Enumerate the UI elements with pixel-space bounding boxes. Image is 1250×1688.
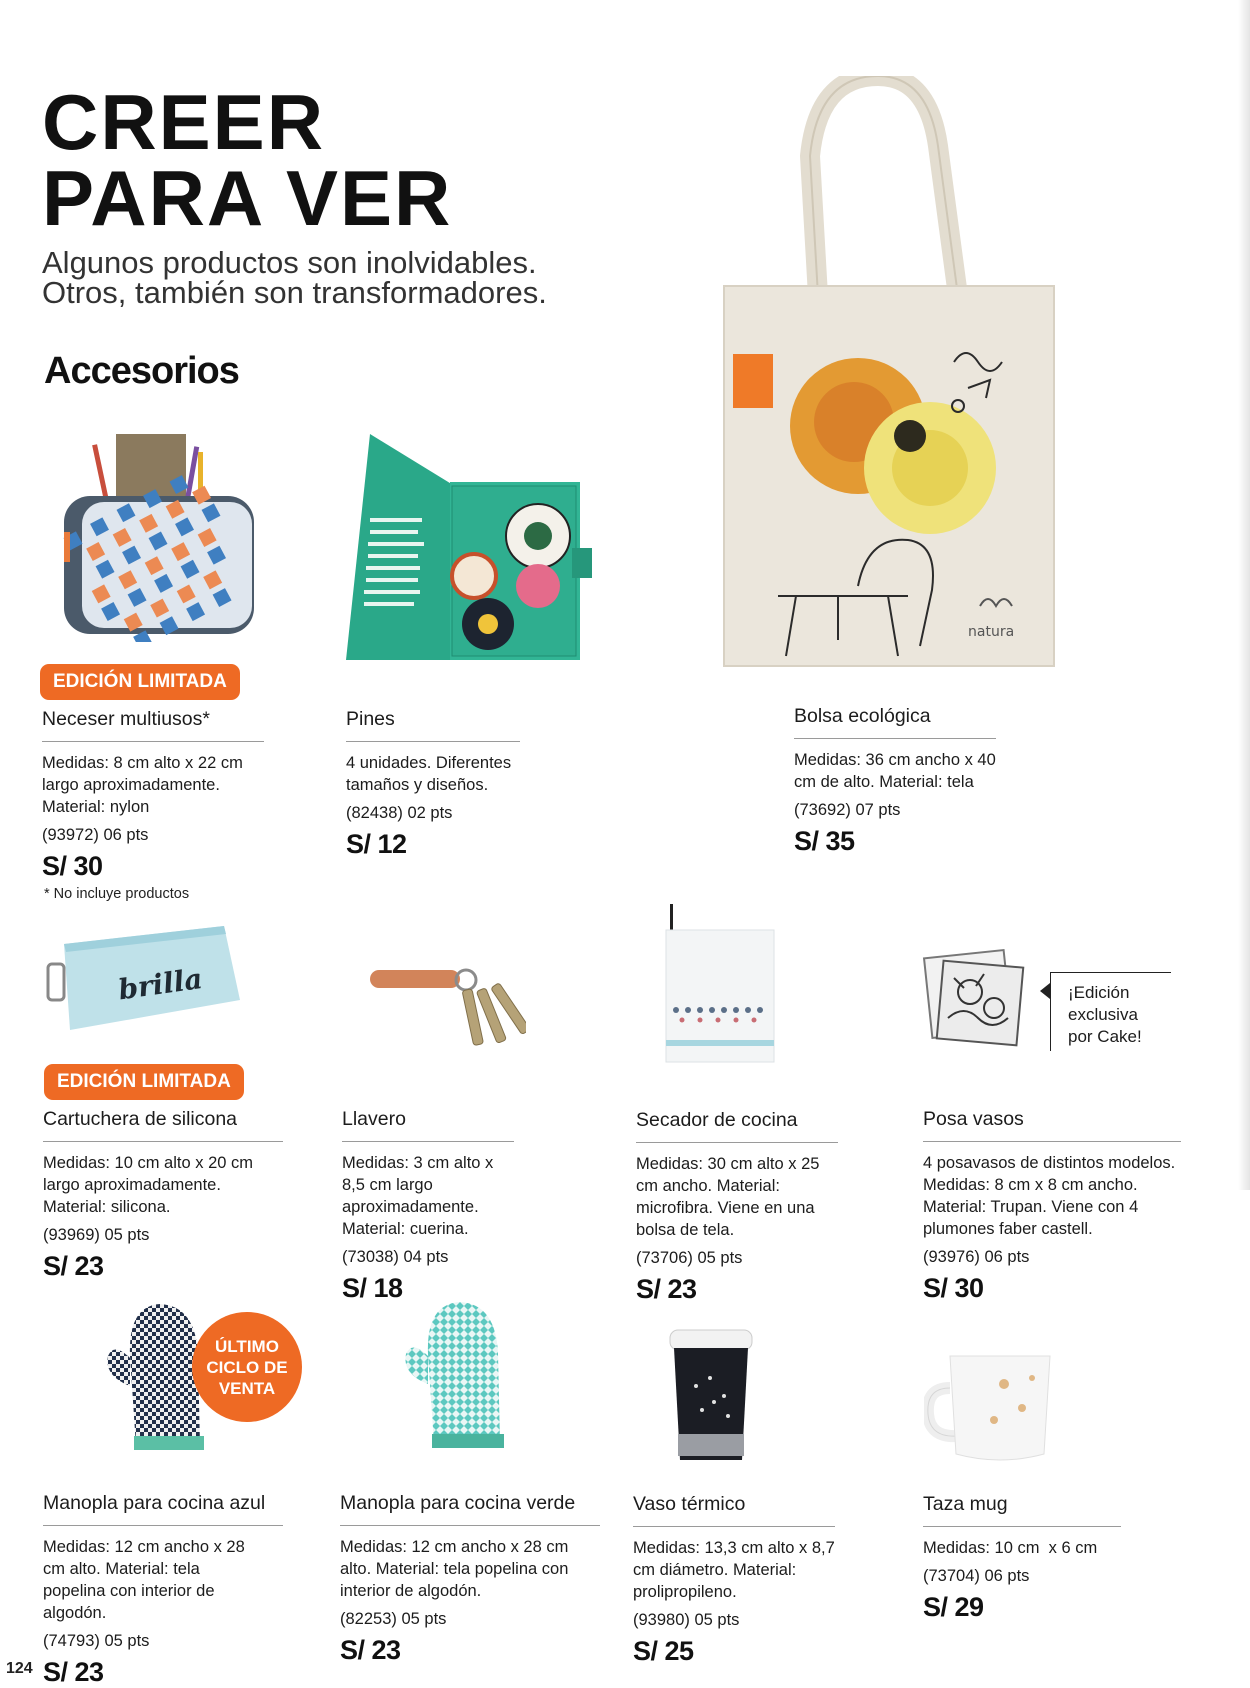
product-price: S/ 25 [633, 1636, 694, 1666]
product-name: Secador de cocina [636, 1109, 838, 1143]
product-price: S/ 35 [794, 826, 855, 856]
product-code: (73704) 06 pts [923, 1567, 1030, 1585]
product-price: S/ 23 [340, 1635, 401, 1665]
pencil-case-text: brilla [116, 962, 205, 1007]
product-price: S/ 29 [923, 1592, 984, 1622]
product-name: Llavero [342, 1108, 514, 1142]
product-description: Medidas: 36 cm ancho x 40 cm de alto. Material: tela [794, 751, 996, 791]
limited-edition-badge: EDICIÓN LIMITADA [40, 664, 240, 700]
product-description: Medidas: 10 cm x 6 cm [923, 1539, 1098, 1557]
product-mug [923, 1493, 1121, 1623]
product-name: Pines [346, 708, 520, 742]
product-code: (74793) 05 pts [43, 1632, 150, 1650]
product-description: Medidas: 8 cm alto x 22 cm largo aproximadamente. Material: nylon [42, 754, 243, 816]
product-kitchen-towel [636, 1109, 838, 1305]
pins-folder-icon [340, 428, 600, 668]
product-thermal-cup [633, 1493, 835, 1667]
product-keychain [342, 1108, 514, 1304]
coasters-icon [920, 948, 1030, 1048]
product-name: Taza mug [923, 1493, 1121, 1527]
page-title: CREER PARA VER [42, 78, 453, 242]
product-pins [346, 708, 520, 860]
product-toiletry-bag [42, 708, 264, 882]
product-name: Vaso térmico [633, 1493, 835, 1527]
tote-brand-text: natura [968, 624, 1015, 640]
product-oven-mitt-green [340, 1492, 600, 1666]
product-description: 4 unidades. Diferentes tamaños y diseños. [346, 754, 512, 794]
product-price: S/ 30 [42, 851, 103, 881]
product-name: Bolsa ecológica [794, 705, 996, 739]
product-description: Medidas: 3 cm alto x 8,5 cm largo aproximadamente. Material: cuerina. [342, 1154, 494, 1238]
product-description: Medidas: 10 cm alto x 20 cm largo aproximadamente. Material: silicona. [43, 1154, 254, 1216]
product-name: Manopla para cocina verde [340, 1492, 600, 1526]
product-name: Manopla para cocina azul [43, 1492, 283, 1526]
product-tote-bag [794, 705, 996, 857]
product-price: S/ 12 [346, 829, 407, 859]
product-description: Medidas: 30 cm alto x 25 cm ancho. Material: microfibra. Viene en una bolsa de tela. [636, 1155, 820, 1239]
product-code: (93969) 05 pts [43, 1226, 150, 1244]
product-code: (93980) 05 pts [633, 1611, 740, 1629]
product-oven-mitt-blue [43, 1492, 283, 1688]
footnote: * No incluye productos [44, 886, 190, 902]
toiletry-bag-icon [58, 432, 258, 642]
product-name: Neceser multiusos* [42, 708, 264, 742]
product-code: (82253) 05 pts [340, 1610, 447, 1628]
product-code: (82438) 02 pts [346, 804, 453, 822]
pencil-case-icon [44, 924, 244, 1034]
product-pencil-case [43, 1108, 283, 1282]
last-cycle-badge: ÚLTIMO CICLO DE VENTA [192, 1312, 302, 1422]
product-code: (93976) 06 pts [923, 1248, 1030, 1266]
product-description: Medidas: 12 cm ancho x 28 cm alto. Material: tela popelina con interior de algodón. [340, 1538, 569, 1600]
product-description: Medidas: 12 cm ancho x 28 cm alto. Material: tela popelina con interior de algodón. [43, 1538, 245, 1622]
oven-mitt-green-icon [400, 1294, 520, 1456]
product-price: S/ 30 [923, 1273, 984, 1303]
limited-edition-badge: EDICIÓN LIMITADA [44, 1064, 244, 1100]
page-number: 124 [6, 1660, 33, 1677]
thermal-cup-icon [666, 1326, 756, 1466]
product-code: (73706) 05 pts [636, 1249, 743, 1267]
product-description: Medidas: 13,3 cm alto x 8,7 cm diámetro. Material: prolipropileno. [633, 1539, 835, 1601]
tote-bag-icon [718, 76, 1078, 676]
kitchen-towel-icon [660, 904, 780, 1070]
product-price: S/ 23 [636, 1274, 697, 1304]
product-name: Cartuchera de silicona [43, 1108, 283, 1142]
product-price: S/ 23 [43, 1251, 104, 1281]
section-heading: Accesorios [44, 350, 239, 392]
product-price: S/ 18 [342, 1273, 403, 1303]
exclusive-callout: ¡Edición exclusiva por Cake! [1068, 983, 1142, 1046]
mug-icon [924, 1348, 1054, 1468]
product-coasters [923, 1108, 1181, 1304]
product-code: (73692) 07 pts [794, 801, 901, 819]
page-subtitle: Algunos productos son inolvidables. Otros, también son transformadores. [42, 245, 547, 310]
keychain-icon [366, 960, 526, 1060]
product-code: (93972) 06 pts [42, 826, 149, 844]
product-description: 4 posavasos de distintos modelos. Medidas: 8 cm x 8 cm ancho. Material: Trupan. Viene con 4 plumones faber castell. [923, 1154, 1176, 1238]
product-name: Posa vasos [923, 1108, 1181, 1142]
product-code: (73038) 04 pts [342, 1248, 449, 1266]
product-price: S/ 23 [43, 1657, 104, 1687]
page-edge-shadow [1238, 0, 1250, 1190]
